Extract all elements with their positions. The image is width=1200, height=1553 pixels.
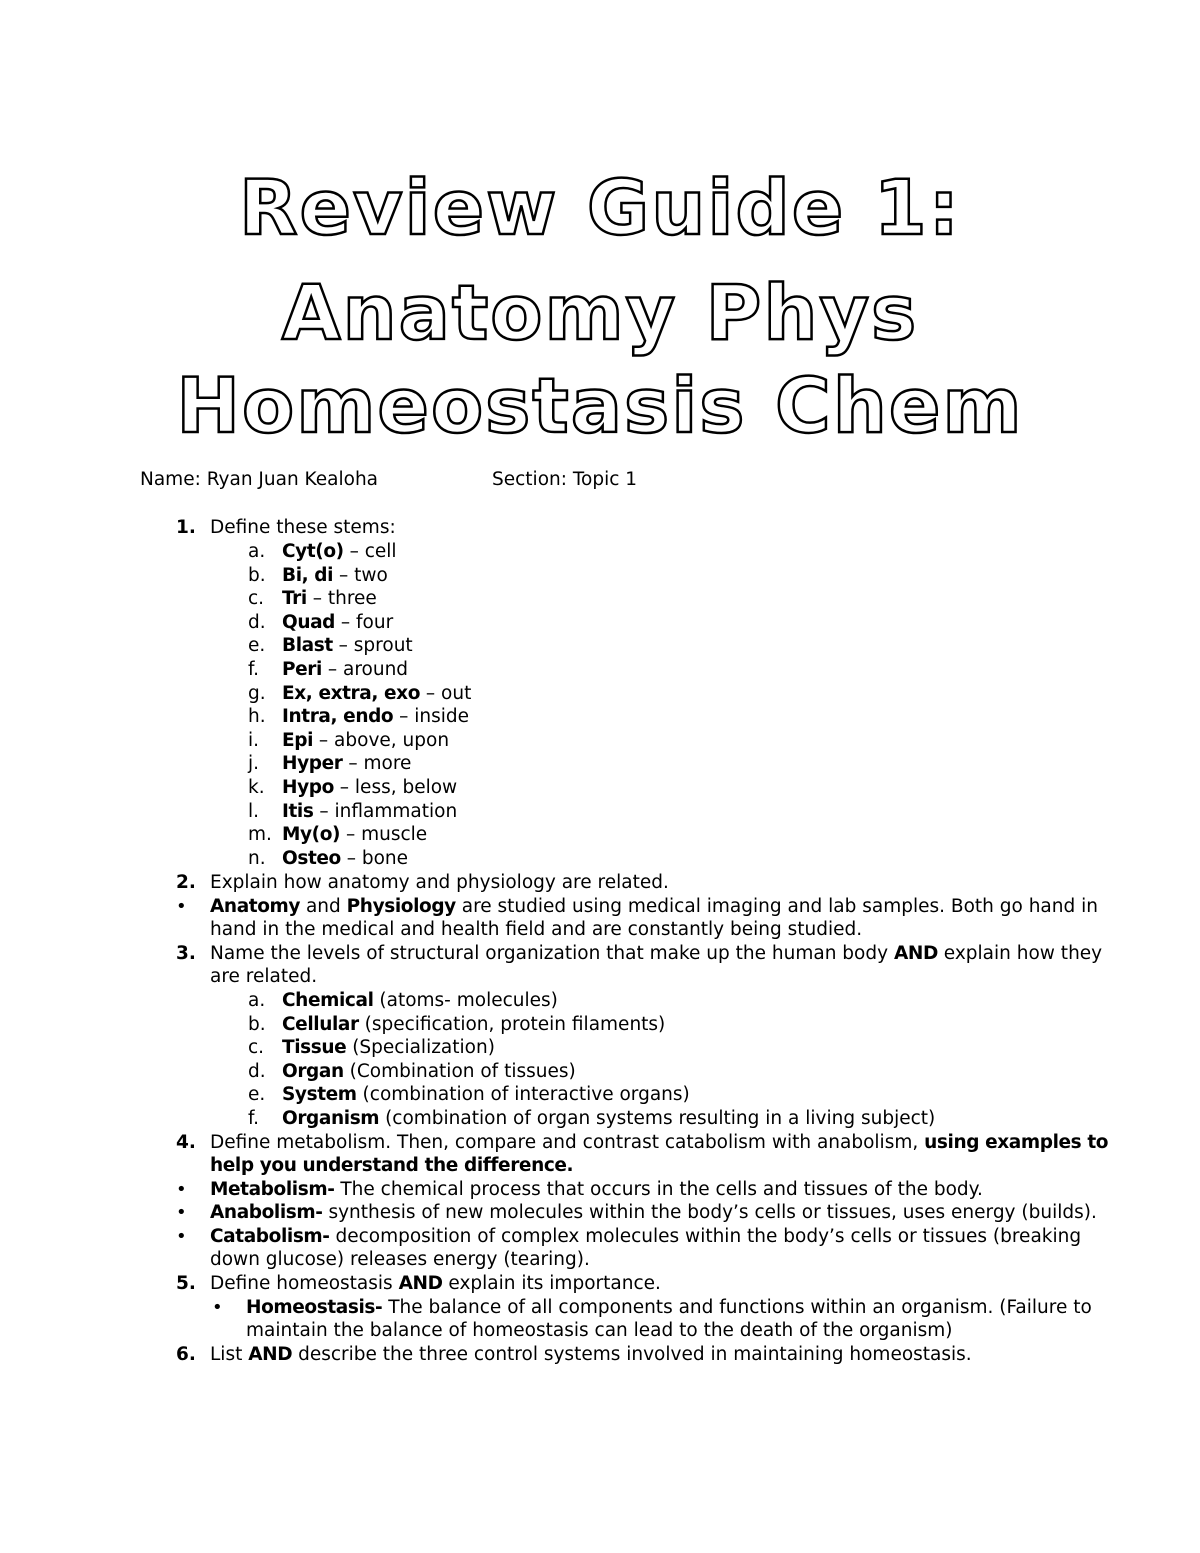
list-letter: j. <box>248 753 260 775</box>
q3-text-part-2: explain how they <box>937 943 1103 964</box>
q2-number: 2. <box>176 872 196 893</box>
list-letter: l. <box>248 800 260 822</box>
q2-answer-rest: are studied using medical imaging and lab samples. Both go hand in <box>455 896 1098 917</box>
list-item <box>282 1107 935 1131</box>
list-item-term: Tri <box>282 588 307 610</box>
metabolism-def: The chemical process that occurs in the cells and tissues of the body. <box>334 1179 983 1200</box>
q4-number: 4. <box>176 1132 196 1153</box>
list-item-term: My(o) <box>282 824 341 846</box>
list-letter: c. <box>248 1037 265 1059</box>
list-item-definition: – inflammation <box>313 800 458 822</box>
catabolism-definition <box>210 1225 1081 1249</box>
list-item <box>282 752 411 776</box>
list-item-term: Peri <box>282 659 322 680</box>
list-letter: i. <box>248 729 260 751</box>
list-item <box>282 1083 690 1107</box>
list-item <box>282 800 457 824</box>
q4-text-part-1: Define metabolism. Then, compare and contrast catabolism with anabolism, <box>210 1132 925 1153</box>
list-item-term: Osteo <box>282 847 341 869</box>
list-item <box>282 847 408 871</box>
list-letter: d. <box>248 611 266 633</box>
bullet-icon: • <box>176 1226 187 1247</box>
list-item-definition: – bone <box>340 847 409 869</box>
list-letter: b. <box>248 564 266 586</box>
list-item-definition: – less, below <box>333 777 458 798</box>
q4-bold-part-1: using examples to <box>924 1132 1109 1153</box>
q4-bold-part-2: help you understand the difference. <box>210 1155 574 1176</box>
list-item-term: Quad <box>282 611 336 633</box>
q2-and: and <box>300 896 347 917</box>
list-letter: e. <box>248 1084 266 1106</box>
homeostasis-term: Homeostasis- <box>246 1297 383 1318</box>
list-letter: a. <box>248 541 266 562</box>
list-item-term: Tissue <box>282 1037 347 1059</box>
list-letter: b. <box>248 1013 266 1035</box>
list-item-term: Chemical <box>282 990 374 1011</box>
list-letter: e. <box>248 635 266 657</box>
list-letter: f. <box>248 659 260 680</box>
list-letter: n. <box>248 847 266 869</box>
list-item <box>282 1060 576 1084</box>
list-item-definition: – three <box>306 588 377 610</box>
list-letter: a. <box>248 990 266 1011</box>
list-item <box>282 634 413 658</box>
q3-text-part-1: Name the levels of structural organization that make up the human body <box>210 943 894 964</box>
catabolism-definition-line-2: down glucose) releases energy (tearing). <box>210 1249 590 1270</box>
list-item-definition: (atoms- molecules) <box>373 990 558 1011</box>
list-item-term: Organism <box>282 1108 380 1129</box>
q1-number: 1. <box>176 517 196 538</box>
q4-text-line-2 <box>210 1154 573 1178</box>
q5-text-part-2: explain its importance. <box>442 1273 661 1294</box>
list-letter: c. <box>248 588 265 610</box>
q3-text-line-2: are related. <box>210 966 318 987</box>
title-line-2: Anatomy Phys <box>281 268 919 357</box>
q3-number: 3. <box>176 943 196 964</box>
list-item-term: Organ <box>282 1060 344 1082</box>
list-item <box>282 658 408 682</box>
section-value: Topic 1 <box>572 469 638 490</box>
list-item <box>282 682 471 706</box>
homeostasis-definition <box>246 1296 1092 1320</box>
q2-answer-line-2: hand in the medical and health field and are constantly being studied. <box>210 919 863 940</box>
q5-and: AND <box>398 1273 443 1294</box>
bullet-icon: • <box>176 1179 187 1200</box>
catabolism-def: decomposition of complex molecules within the body’s cells or tissues (breaking <box>329 1226 1082 1247</box>
list-letter: g. <box>248 682 266 704</box>
title-line-1: Review Guide 1: <box>238 163 962 252</box>
list-letter: f. <box>248 1108 260 1129</box>
list-item-term: Blast <box>282 635 333 657</box>
list-item <box>282 564 388 588</box>
anabolism-definition <box>210 1201 1097 1225</box>
list-item-definition: – above, upon <box>313 729 450 751</box>
q6-number: 6. <box>176 1344 196 1365</box>
list-item-definition: – out <box>420 682 472 704</box>
list-item-definition: – four <box>335 611 394 633</box>
list-item-definition: – more <box>342 753 412 775</box>
q5-text <box>210 1272 661 1296</box>
anabolism-def: synthesis of new molecules within the body’s cells or tissues, uses energy (builds). <box>322 1202 1097 1223</box>
list-item-term: System <box>282 1084 357 1106</box>
name-field <box>140 468 378 492</box>
list-item-term: Epi <box>282 729 314 751</box>
list-item <box>282 587 377 611</box>
q6-and: AND <box>248 1344 293 1365</box>
list-item <box>282 823 427 847</box>
list-item-term: Cyt(o) <box>282 541 344 562</box>
list-item-definition: (combination of organ systems resulting in a living subject) <box>379 1108 936 1129</box>
q5-text-part-1: Define homeostasis <box>210 1273 399 1294</box>
list-item <box>282 776 457 800</box>
list-item <box>282 540 397 564</box>
list-item-term: Hypo <box>282 777 334 798</box>
homeostasis-def: The balance of all components and functions within an organism. (Failure to <box>382 1297 1092 1318</box>
homeostasis-definition-line-2: maintain the balance of homeostasis can lead to the death of the organism) <box>246 1320 953 1341</box>
list-item-definition: (specification, protein filaments) <box>358 1013 666 1035</box>
list-item-term: Bi, di <box>282 564 334 586</box>
q5-number: 5. <box>176 1273 196 1294</box>
catabolism-term: Catabolism- <box>210 1226 330 1247</box>
q4-text-line-1 <box>210 1131 1108 1155</box>
list-item-definition: (Combination of tissues) <box>343 1060 576 1082</box>
list-item <box>282 611 393 635</box>
list-letter: d. <box>248 1060 266 1082</box>
q2-answer-line-1 <box>210 895 1098 919</box>
list-item-definition: – muscle <box>340 824 428 846</box>
q6-text-part-1: List <box>210 1344 249 1365</box>
bullet-icon: • <box>176 896 187 917</box>
list-item <box>282 1036 495 1060</box>
q1-text: Define these stems: <box>210 517 396 538</box>
metabolism-definition <box>210 1178 983 1202</box>
list-item-definition: (combination of interactive organs) <box>356 1084 690 1106</box>
list-item-term: Hyper <box>282 753 343 775</box>
list-item-term: Ex, extra, exo <box>282 682 421 704</box>
section-field <box>492 468 637 492</box>
bullet-icon: • <box>176 1202 187 1223</box>
list-item <box>282 989 558 1013</box>
list-item-definition: – two <box>333 564 388 586</box>
q2-term-anatomy: Anatomy <box>210 896 301 917</box>
list-item <box>282 1013 665 1037</box>
list-item-definition: – inside <box>393 706 470 728</box>
q6-text <box>210 1343 972 1367</box>
list-letter: h. <box>248 706 266 728</box>
name-label: Name: <box>140 469 201 490</box>
list-letter: m. <box>248 824 272 846</box>
title-line-3: Homeostasis Chem <box>176 361 1024 450</box>
q3-and: AND <box>893 943 938 964</box>
anabolism-term: Anabolism- <box>210 1202 323 1223</box>
q2-text: Explain how anatomy and physiology are related. <box>210 872 669 893</box>
section-label: Section: <box>492 469 567 490</box>
metabolism-term: Metabolism- <box>210 1179 335 1200</box>
list-item-term: Cellular <box>282 1013 359 1035</box>
list-item-definition: – cell <box>343 541 397 562</box>
list-item-term: Itis <box>282 800 314 822</box>
list-item-definition: (Specialization) <box>346 1037 495 1059</box>
list-item <box>282 705 469 729</box>
q6-text-part-2: describe the three control systems involved in maintaining homeostasis. <box>292 1344 972 1365</box>
list-item-term: Intra, endo <box>282 706 394 728</box>
list-item <box>282 729 449 753</box>
list-letter: k. <box>248 777 265 798</box>
bullet-icon: • <box>212 1297 223 1318</box>
list-item-definition: – around <box>321 659 409 680</box>
q3-text-line-1 <box>210 942 1102 966</box>
q2-term-physiology: Physiology <box>346 896 456 917</box>
name-value: Ryan Juan Kealoha <box>206 469 379 490</box>
list-item-definition: – sprout <box>332 635 413 657</box>
